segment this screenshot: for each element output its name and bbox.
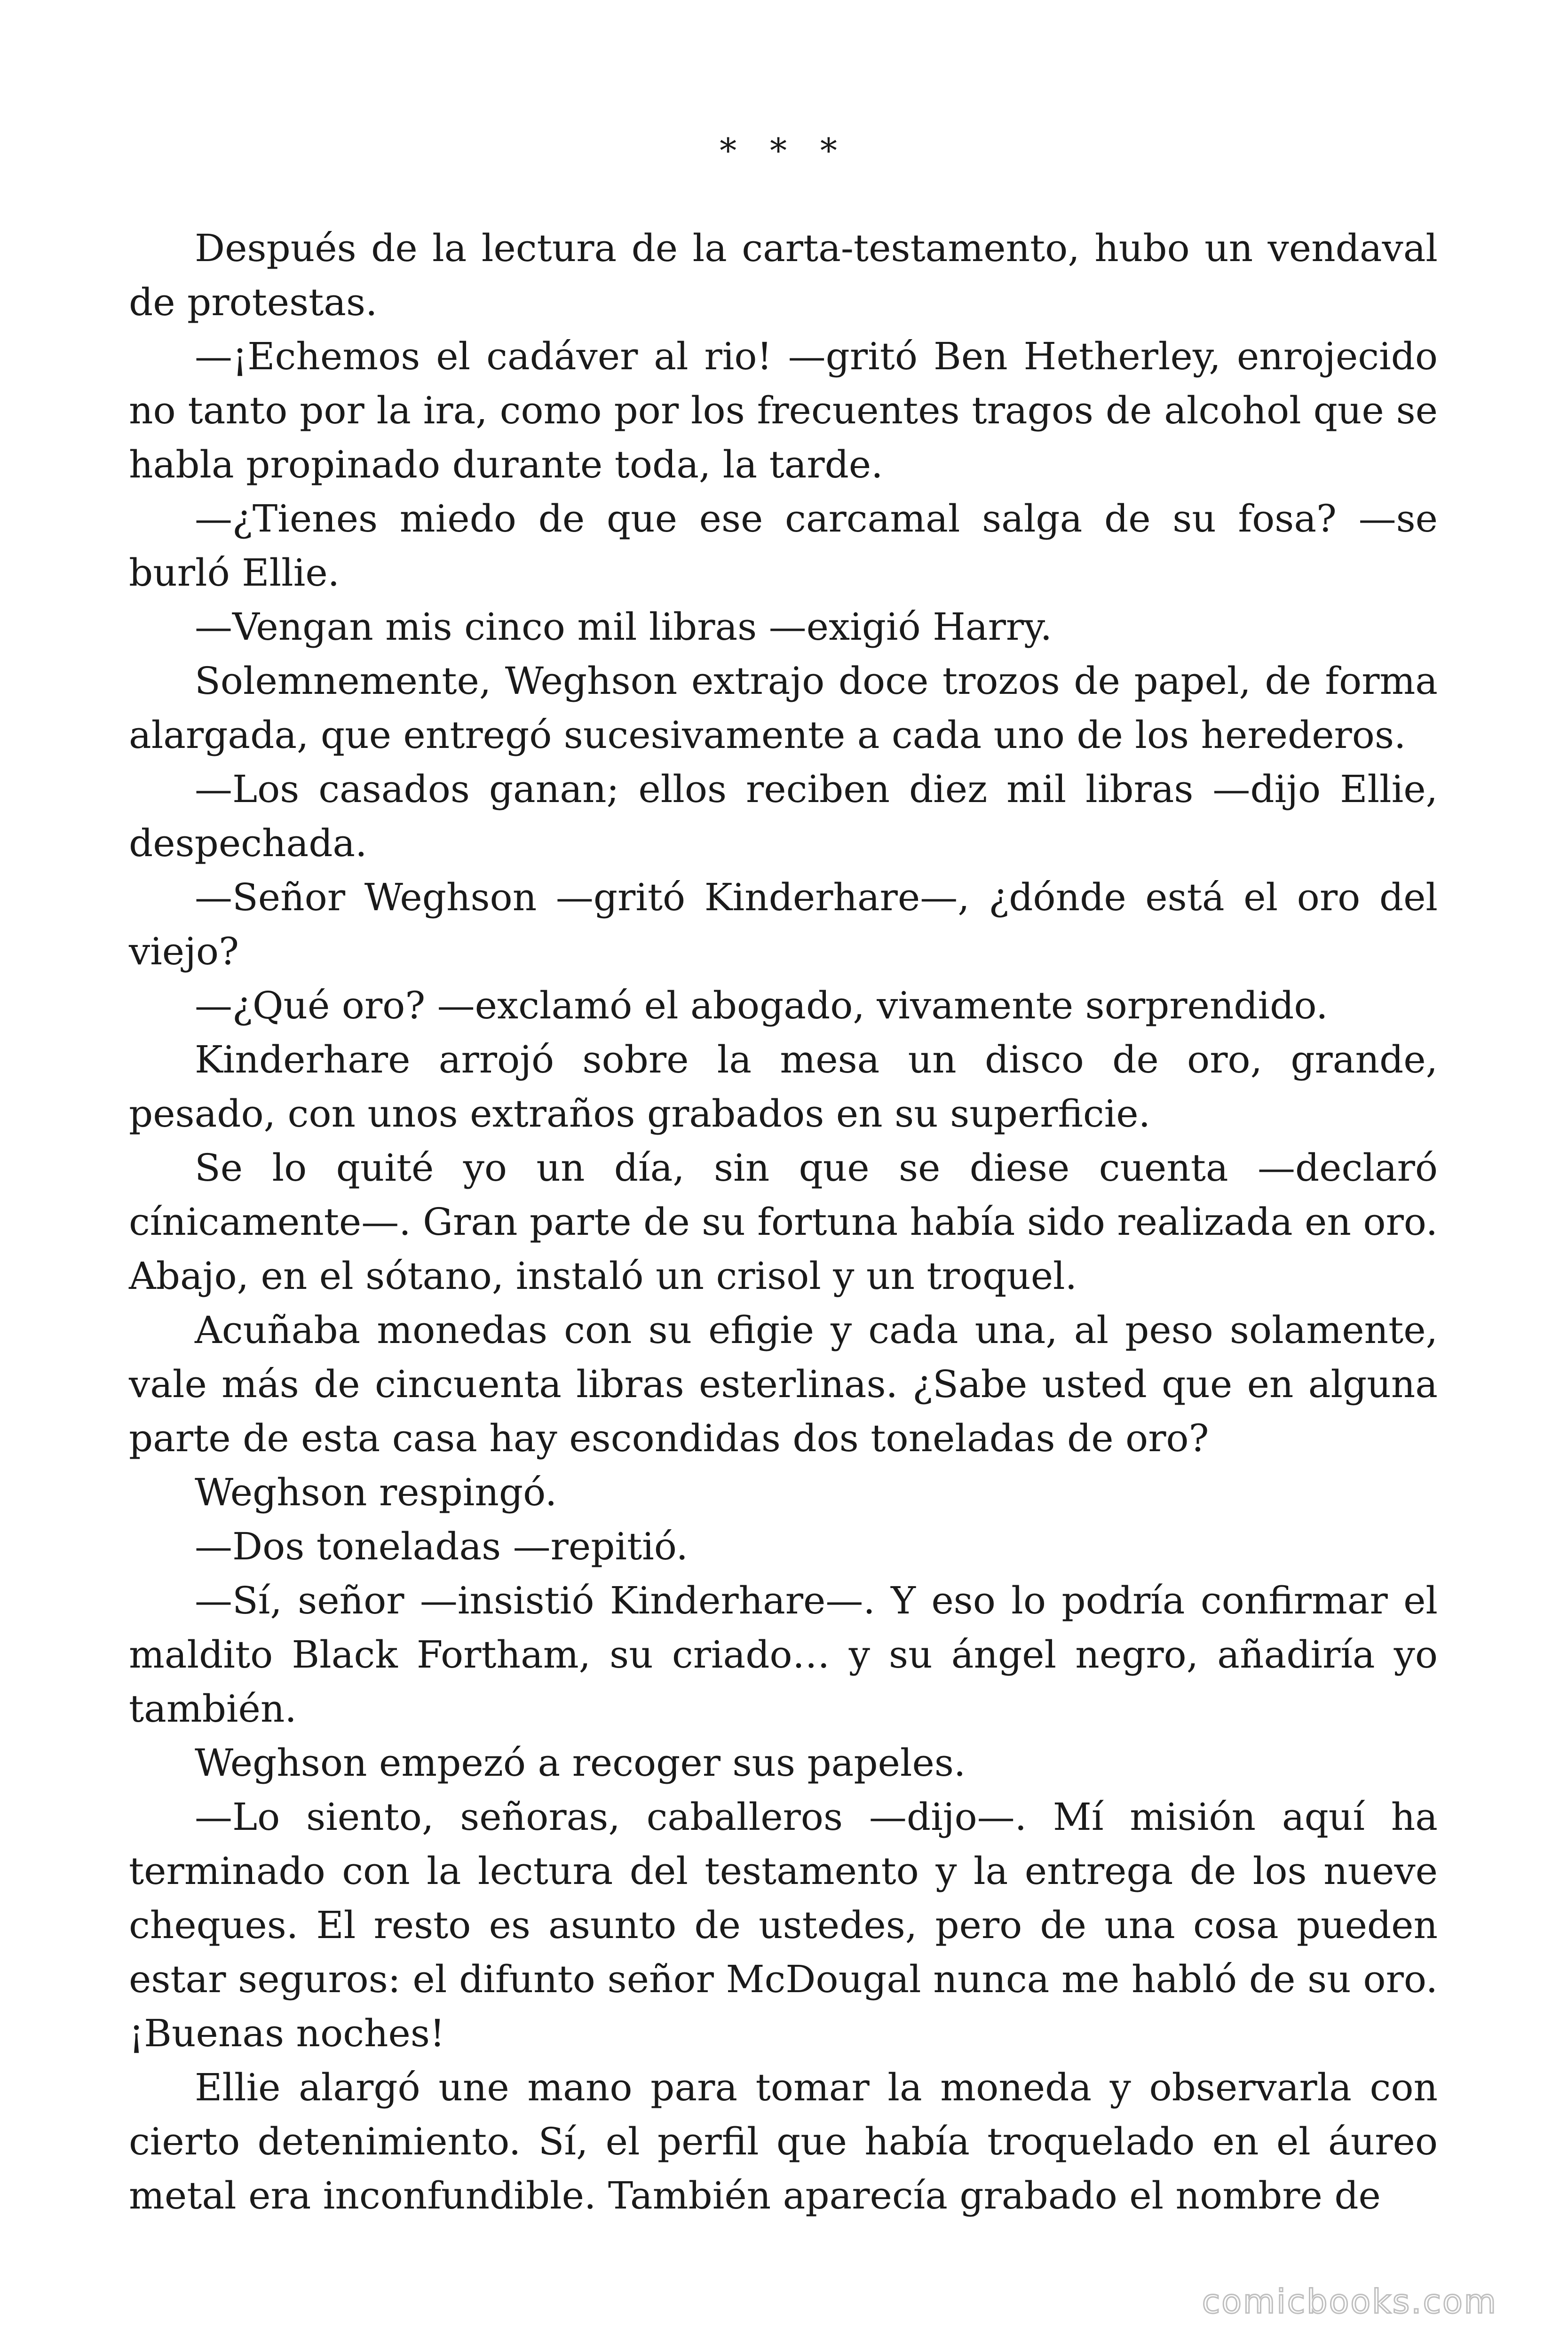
section-separator: * * * [720,131,848,170]
body-text [129,221,1438,2223]
paragraph: —Vengan mis cinco mil libras —exigió Harry. [195,605,1053,649]
paragraph: —Dos toneladas —repitió. [195,1525,688,1568]
paragraph: Ellie alargó une mano para tomar la moneda y observarla con cierto detenimiento. Sí, el perfil que había troquelado en el áureo metal era inconfundible. También aparecía grabado el nombre de [129,2066,1438,2217]
paragraph: Weghson respingó. [195,1470,557,1514]
paragraph: —Señor Weghson —gritó Kinderhare—, ¿dónde está el oro del viejo? [129,875,1438,973]
paragraph: Después de la lectura de la carta-testamento, hubo un vendaval de protestas. [129,226,1438,324]
paragraph: —¿Tienes miedo de que ese carcamal salga de su fosa? —se burló Ellie. [129,497,1438,595]
paragraph: Se lo quité yo un día, sin que se diese cuenta —declaró cínicamente—. Gran parte de su fortuna había sido realizada en oro. Abajo, en el sótano, instaló un crisol y un troquel. [129,1146,1438,1298]
paragraph: Kinderhare arrojó sobre la mesa un disco de oro, grande, pesado, con unos extraños grabados en su superficie. [129,1038,1438,1136]
watermark: comicbooks.com [1202,2282,1497,2321]
paragraph: —¿Qué oro? —exclamó el abogado, vivamente sorprendido. [195,984,1328,1027]
paragraph: —¡Echemos el cadáver al rio! —gritó Ben Hetherley, enrojecido no tanto por la ira, como por los frecuentes tragos de alcohol que se habla propinado durante toda, la tarde. [129,334,1438,486]
paragraph: Acuñaba monedas con su efigie y cada una, al peso solamente, vale más de cincuenta libras esterlinas. ¿Sabe usted que en alguna parte de esta casa hay escondidas dos toneladas de oro? [129,1308,1438,1460]
paragraph: —Sí, señor —insistió Kinderhare—. Y eso lo podría confirmar el maldito Black Fortham, su criado… y su ángel negro, añadiría yo también. [129,1579,1438,1731]
paragraph: Solemnemente, Weghson extrajo doce trozos de papel, de forma alargada, que entregó sucesivamente a cada uno de los herederos. [129,659,1438,757]
paragraph: —Lo siento, señoras, caballeros —dijo—. Mí misión aquí ha terminado con la lectura del testamento y la entrega de los nueve cheques. El resto es asunto de ustedes, pero de una cosa pueden estar seguros: el difunto señor McDougal nunca me habló de su oro. ¡Buenas noches! [129,1795,1438,2055]
paragraph: —Los casados ganan; ellos reciben diez mil libras —dijo Ellie, despechada. [129,767,1438,865]
paragraph: Weghson empezó a recoger sus papeles. [195,1741,966,1785]
